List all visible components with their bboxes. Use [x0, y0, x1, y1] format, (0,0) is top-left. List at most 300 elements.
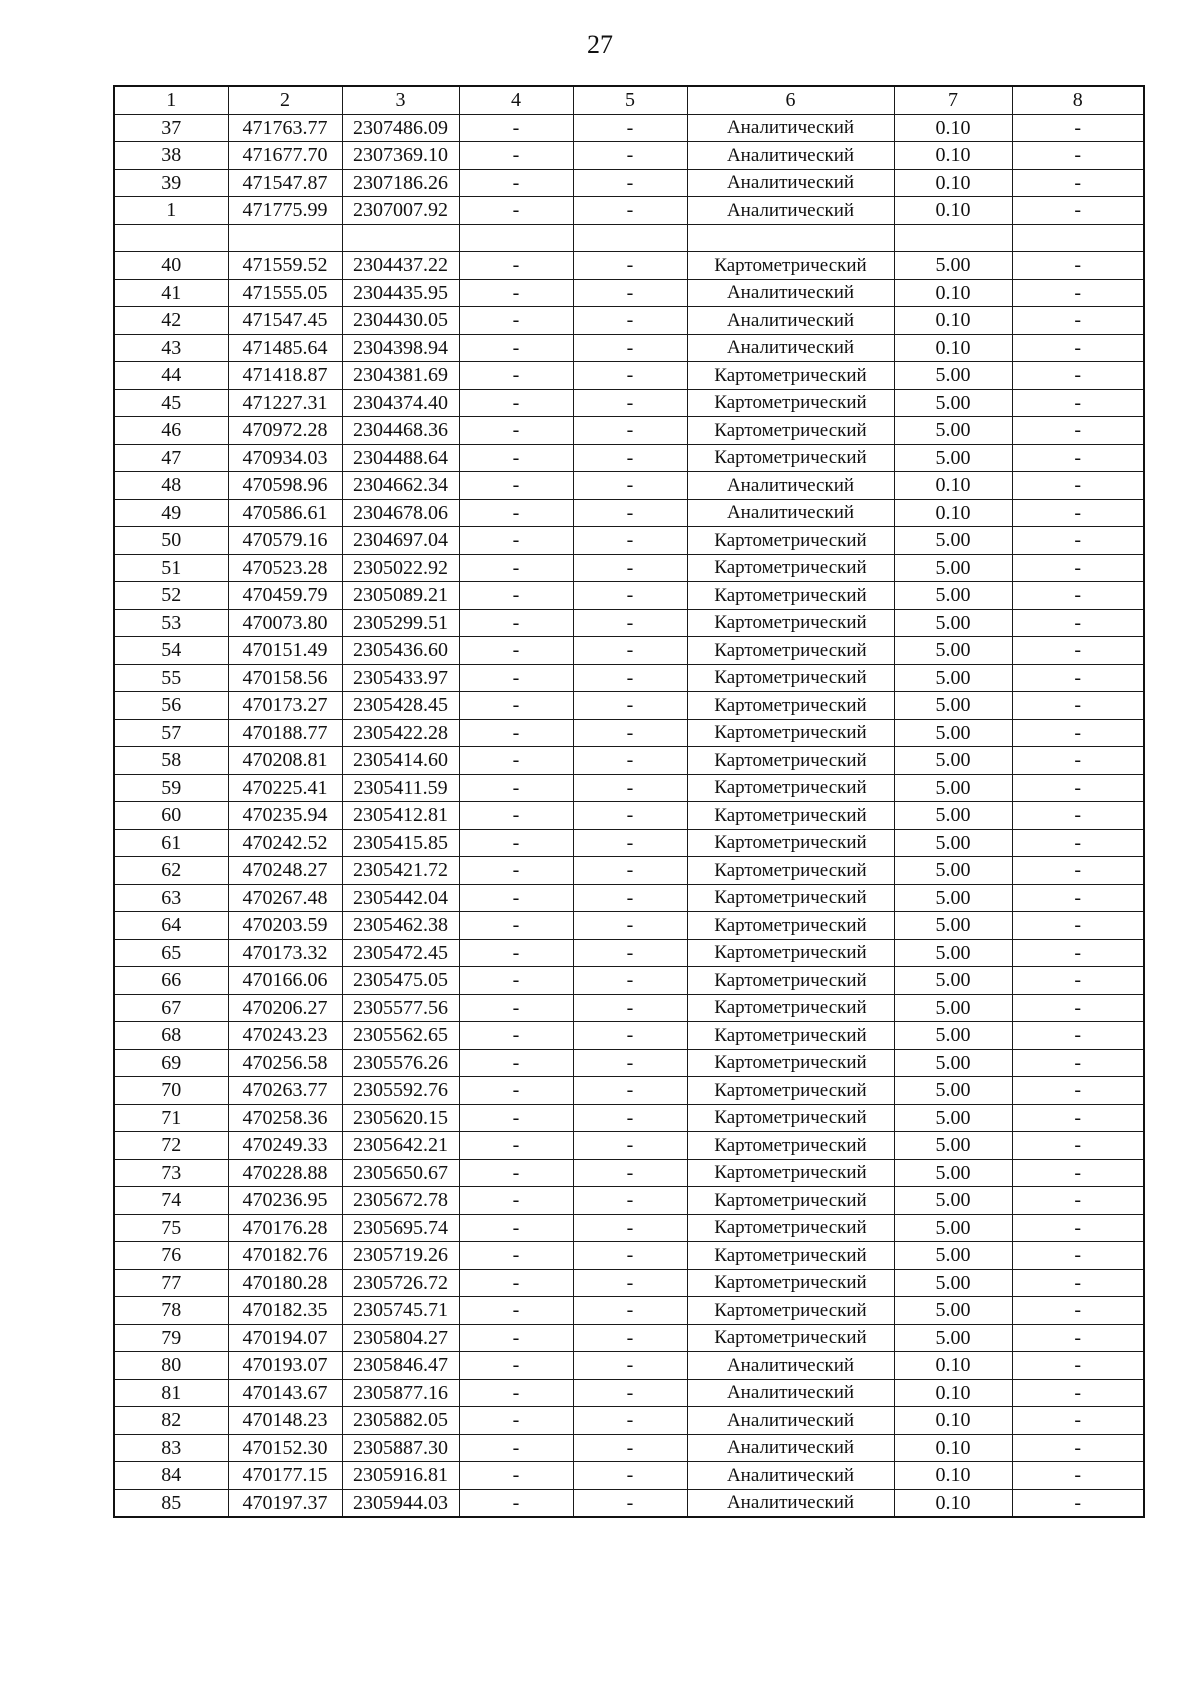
col4-cell: - — [459, 664, 573, 692]
accuracy-cell: 0.10 — [894, 1407, 1012, 1435]
point-number-cell: 46 — [114, 417, 228, 445]
col4-cell: - — [459, 279, 573, 307]
col5-cell: - — [573, 747, 687, 775]
y-coordinate-cell: 2305650.67 — [342, 1159, 459, 1187]
x-coordinate-cell: 470228.88 — [228, 1159, 342, 1187]
table-row — [114, 1159, 1144, 1187]
col5-cell: - — [573, 1324, 687, 1352]
table-row — [114, 554, 1144, 582]
col5-cell: - — [573, 912, 687, 940]
accuracy-cell: 0.10 — [894, 279, 1012, 307]
y-coordinate-cell: 2305745.71 — [342, 1297, 459, 1325]
method-cell: Картометрический — [687, 774, 894, 802]
table-row — [114, 1379, 1144, 1407]
col5-cell: - — [573, 884, 687, 912]
col5-cell: - — [573, 692, 687, 720]
x-coordinate-cell: 470586.61 — [228, 499, 342, 527]
col4-cell: - — [459, 554, 573, 582]
col5-cell: - — [573, 1159, 687, 1187]
x-coordinate-cell: 471555.05 — [228, 279, 342, 307]
method-cell: Аналитический — [687, 279, 894, 307]
accuracy-cell: 5.00 — [894, 1242, 1012, 1270]
point-number-cell: 59 — [114, 774, 228, 802]
col4-cell: - — [459, 884, 573, 912]
x-coordinate-cell: 470598.96 — [228, 472, 342, 500]
table-row — [114, 774, 1144, 802]
col5-cell: - — [573, 1022, 687, 1050]
x-coordinate-cell: 470177.15 — [228, 1462, 342, 1490]
col4-cell: - — [459, 582, 573, 610]
col4-cell: - — [459, 857, 573, 885]
point-number-cell: 43 — [114, 334, 228, 362]
col4-cell: - — [459, 114, 573, 142]
header-cell: 7 — [894, 86, 1012, 114]
col4-cell: - — [459, 1269, 573, 1297]
col8-cell: - — [1012, 527, 1144, 555]
method-cell: Картометрический — [687, 1049, 894, 1077]
accuracy-cell: 5.00 — [894, 1049, 1012, 1077]
col8-cell: - — [1012, 279, 1144, 307]
accuracy-cell: 5.00 — [894, 582, 1012, 610]
col4-cell: - — [459, 197, 573, 225]
col8-cell: - — [1012, 499, 1144, 527]
point-number-cell: 54 — [114, 637, 228, 665]
accuracy-cell: 0.10 — [894, 197, 1012, 225]
col5-cell: - — [573, 499, 687, 527]
x-coordinate-cell: 471485.64 — [228, 334, 342, 362]
table-row — [114, 939, 1144, 967]
header-cell: 1 — [114, 86, 228, 114]
point-number-cell: 55 — [114, 664, 228, 692]
x-coordinate-cell: 470235.94 — [228, 802, 342, 830]
method-cell: Картометрический — [687, 664, 894, 692]
table-row — [114, 142, 1144, 170]
method-cell: Аналитический — [687, 1462, 894, 1490]
accuracy-cell: 5.00 — [894, 362, 1012, 390]
table-row — [114, 1489, 1144, 1517]
y-coordinate-cell: 2305562.65 — [342, 1022, 459, 1050]
accuracy-cell: 5.00 — [894, 1297, 1012, 1325]
x-coordinate-cell: 470173.32 — [228, 939, 342, 967]
col5-cell: - — [573, 1407, 687, 1435]
y-coordinate-cell: 2304678.06 — [342, 499, 459, 527]
accuracy-cell: 0.10 — [894, 472, 1012, 500]
header-row — [114, 86, 1144, 114]
method-cell: Аналитический — [687, 114, 894, 142]
method-cell: Картометрический — [687, 252, 894, 280]
accuracy-cell: 5.00 — [894, 554, 1012, 582]
table-row — [114, 857, 1144, 885]
method-cell: Картометрический — [687, 994, 894, 1022]
method-cell: Картометрический — [687, 692, 894, 720]
point-number-cell: 66 — [114, 967, 228, 995]
x-coordinate-cell: 470249.33 — [228, 1132, 342, 1160]
method-cell: Аналитический — [687, 169, 894, 197]
col4-cell: - — [459, 692, 573, 720]
col8-cell: - — [1012, 802, 1144, 830]
col8-cell: - — [1012, 1132, 1144, 1160]
method-cell: Картометрический — [687, 1242, 894, 1270]
col4-cell: - — [459, 719, 573, 747]
point-number-cell: 80 — [114, 1352, 228, 1380]
point-number-cell: 82 — [114, 1407, 228, 1435]
col4-cell: - — [459, 169, 573, 197]
table-body — [114, 114, 1144, 1517]
y-coordinate-cell: 2305428.45 — [342, 692, 459, 720]
col8-cell: - — [1012, 1379, 1144, 1407]
accuracy-cell: 0.10 — [894, 1352, 1012, 1380]
y-coordinate-cell: 2305916.81 — [342, 1462, 459, 1490]
x-coordinate-cell: 470166.06 — [228, 967, 342, 995]
accuracy-cell: 0.10 — [894, 1489, 1012, 1517]
accuracy-cell: 0.10 — [894, 114, 1012, 142]
table-row — [114, 1187, 1144, 1215]
point-number-cell: 83 — [114, 1434, 228, 1462]
header-cell: 3 — [342, 86, 459, 114]
col4-cell: - — [459, 1214, 573, 1242]
col4-cell: - — [459, 1077, 573, 1105]
accuracy-cell: 5.00 — [894, 609, 1012, 637]
method-cell — [687, 224, 894, 252]
method-cell: Картометрический — [687, 1022, 894, 1050]
table-row — [114, 1324, 1144, 1352]
x-coordinate-cell: 470934.03 — [228, 444, 342, 472]
table-row — [114, 747, 1144, 775]
col4-cell: - — [459, 1187, 573, 1215]
y-coordinate-cell: 2304488.64 — [342, 444, 459, 472]
point-number-cell — [114, 224, 228, 252]
point-number-cell: 47 — [114, 444, 228, 472]
col4-cell: - — [459, 939, 573, 967]
point-number-cell: 61 — [114, 829, 228, 857]
table-row — [114, 994, 1144, 1022]
col5-cell: - — [573, 169, 687, 197]
method-cell: Аналитический — [687, 334, 894, 362]
x-coordinate-cell: 471418.87 — [228, 362, 342, 390]
col8-cell — [1012, 224, 1144, 252]
method-cell: Картометрический — [687, 857, 894, 885]
col8-cell: - — [1012, 1352, 1144, 1380]
col8-cell: - — [1012, 554, 1144, 582]
col5-cell: - — [573, 1297, 687, 1325]
point-number-cell: 72 — [114, 1132, 228, 1160]
accuracy-cell: 5.00 — [894, 1187, 1012, 1215]
col8-cell: - — [1012, 1434, 1144, 1462]
col5-cell: - — [573, 1214, 687, 1242]
point-number-cell: 76 — [114, 1242, 228, 1270]
col8-cell: - — [1012, 939, 1144, 967]
point-number-cell: 73 — [114, 1159, 228, 1187]
table-row — [114, 829, 1144, 857]
col4-cell: - — [459, 1379, 573, 1407]
col4-cell: - — [459, 527, 573, 555]
x-coordinate-cell: 470972.28 — [228, 417, 342, 445]
col5-cell: - — [573, 1242, 687, 1270]
accuracy-cell: 5.00 — [894, 527, 1012, 555]
y-coordinate-cell: 2304437.22 — [342, 252, 459, 280]
col5-cell: - — [573, 1077, 687, 1105]
x-coordinate-cell: 471227.31 — [228, 389, 342, 417]
table-row — [114, 252, 1144, 280]
method-cell: Аналитический — [687, 1379, 894, 1407]
point-number-cell: 42 — [114, 307, 228, 335]
col8-cell: - — [1012, 774, 1144, 802]
y-coordinate-cell: 2305442.04 — [342, 884, 459, 912]
col5-cell: - — [573, 1104, 687, 1132]
accuracy-cell: 5.00 — [894, 1214, 1012, 1242]
col8-cell: - — [1012, 884, 1144, 912]
y-coordinate-cell: 2305642.21 — [342, 1132, 459, 1160]
col8-cell: - — [1012, 719, 1144, 747]
table-row — [114, 114, 1144, 142]
point-number-cell: 60 — [114, 802, 228, 830]
col5-cell: - — [573, 389, 687, 417]
col5-cell: - — [573, 1462, 687, 1490]
y-coordinate-cell: 2305415.85 — [342, 829, 459, 857]
method-cell: Картометрический — [687, 1324, 894, 1352]
col8-cell: - — [1012, 912, 1144, 940]
y-coordinate-cell: 2307007.92 — [342, 197, 459, 225]
table-row — [114, 334, 1144, 362]
y-coordinate-cell: 2305475.05 — [342, 967, 459, 995]
x-coordinate-cell: 470256.58 — [228, 1049, 342, 1077]
point-number-cell: 58 — [114, 747, 228, 775]
table-row — [114, 444, 1144, 472]
col8-cell: - — [1012, 389, 1144, 417]
y-coordinate-cell: 2307486.09 — [342, 114, 459, 142]
accuracy-cell — [894, 224, 1012, 252]
col5-cell: - — [573, 279, 687, 307]
method-cell: Картометрический — [687, 609, 894, 637]
col5-cell: - — [573, 1352, 687, 1380]
method-cell: Картометрический — [687, 719, 894, 747]
col4-cell: - — [459, 774, 573, 802]
method-cell: Картометрический — [687, 362, 894, 390]
col5-cell: - — [573, 1132, 687, 1160]
table-row — [114, 1352, 1144, 1380]
point-number-cell: 45 — [114, 389, 228, 417]
point-number-cell: 81 — [114, 1379, 228, 1407]
y-coordinate-cell: 2305022.92 — [342, 554, 459, 582]
method-cell: Картометрический — [687, 939, 894, 967]
x-coordinate-cell: 470176.28 — [228, 1214, 342, 1242]
col4-cell: - — [459, 307, 573, 335]
accuracy-cell: 5.00 — [894, 1077, 1012, 1105]
point-number-cell: 77 — [114, 1269, 228, 1297]
table-row — [114, 1269, 1144, 1297]
x-coordinate-cell — [228, 224, 342, 252]
method-cell: Картометрический — [687, 444, 894, 472]
col4-cell: - — [459, 1104, 573, 1132]
y-coordinate-cell: 2305412.81 — [342, 802, 459, 830]
table-row — [114, 967, 1144, 995]
accuracy-cell: 5.00 — [894, 1104, 1012, 1132]
x-coordinate-cell: 470180.28 — [228, 1269, 342, 1297]
accuracy-cell: 5.00 — [894, 912, 1012, 940]
table-row — [114, 1022, 1144, 1050]
x-coordinate-cell: 470194.07 — [228, 1324, 342, 1352]
col8-cell: - — [1012, 1187, 1144, 1215]
point-number-cell: 70 — [114, 1077, 228, 1105]
accuracy-cell: 5.00 — [894, 637, 1012, 665]
table-row — [114, 884, 1144, 912]
col5-cell: - — [573, 142, 687, 170]
col8-cell: - — [1012, 1297, 1144, 1325]
col5-cell: - — [573, 252, 687, 280]
header-cell: 2 — [228, 86, 342, 114]
col4-cell: - — [459, 1022, 573, 1050]
col4-cell: - — [459, 417, 573, 445]
header-cell: 5 — [573, 86, 687, 114]
coordinates-table — [113, 85, 1145, 1518]
x-coordinate-cell: 470206.27 — [228, 994, 342, 1022]
accuracy-cell: 0.10 — [894, 1379, 1012, 1407]
method-cell: Картометрический — [687, 389, 894, 417]
method-cell: Аналитический — [687, 499, 894, 527]
col4-cell: - — [459, 1489, 573, 1517]
col4-cell: - — [459, 1462, 573, 1490]
accuracy-cell: 5.00 — [894, 252, 1012, 280]
accuracy-cell: 0.10 — [894, 1462, 1012, 1490]
col5-cell: - — [573, 362, 687, 390]
x-coordinate-cell: 471547.45 — [228, 307, 342, 335]
col5-cell: - — [573, 609, 687, 637]
col8-cell: - — [1012, 1407, 1144, 1435]
col8-cell: - — [1012, 334, 1144, 362]
point-number-cell: 41 — [114, 279, 228, 307]
x-coordinate-cell: 470203.59 — [228, 912, 342, 940]
y-coordinate-cell: 2305944.03 — [342, 1489, 459, 1517]
table-row — [114, 1132, 1144, 1160]
method-cell: Картометрический — [687, 747, 894, 775]
col8-cell: - — [1012, 197, 1144, 225]
point-number-cell: 62 — [114, 857, 228, 885]
col8-cell: - — [1012, 362, 1144, 390]
y-coordinate-cell: 2304435.95 — [342, 279, 459, 307]
col8-cell: - — [1012, 582, 1144, 610]
point-number-cell: 48 — [114, 472, 228, 500]
x-coordinate-cell: 470236.95 — [228, 1187, 342, 1215]
point-number-cell: 51 — [114, 554, 228, 582]
table-row — [114, 664, 1144, 692]
col4-cell: - — [459, 609, 573, 637]
point-number-cell: 64 — [114, 912, 228, 940]
y-coordinate-cell: 2305433.97 — [342, 664, 459, 692]
point-number-cell: 40 — [114, 252, 228, 280]
col8-cell: - — [1012, 169, 1144, 197]
point-number-cell: 49 — [114, 499, 228, 527]
method-cell: Картометрический — [687, 1214, 894, 1242]
x-coordinate-cell: 470267.48 — [228, 884, 342, 912]
col4-cell: - — [459, 1352, 573, 1380]
col4-cell: - — [459, 389, 573, 417]
accuracy-cell: 5.00 — [894, 747, 1012, 775]
col8-cell: - — [1012, 1462, 1144, 1490]
method-cell: Аналитический — [687, 142, 894, 170]
col8-cell: - — [1012, 829, 1144, 857]
col4-cell: - — [459, 334, 573, 362]
col4-cell: - — [459, 1407, 573, 1435]
col5-cell: - — [573, 1187, 687, 1215]
y-coordinate-cell: 2305846.47 — [342, 1352, 459, 1380]
col4-cell: - — [459, 444, 573, 472]
col4-cell: - — [459, 1132, 573, 1160]
table-row — [114, 362, 1144, 390]
accuracy-cell: 5.00 — [894, 967, 1012, 995]
method-cell: Картометрический — [687, 1104, 894, 1132]
method-cell: Картометрический — [687, 802, 894, 830]
table-row — [114, 609, 1144, 637]
table-row — [114, 279, 1144, 307]
point-number-cell: 56 — [114, 692, 228, 720]
point-number-cell: 79 — [114, 1324, 228, 1352]
table-row — [114, 472, 1144, 500]
col4-cell: - — [459, 912, 573, 940]
col8-cell: - — [1012, 142, 1144, 170]
col5-cell: - — [573, 307, 687, 335]
x-coordinate-cell: 470243.23 — [228, 1022, 342, 1050]
accuracy-cell: 5.00 — [894, 444, 1012, 472]
col5-cell: - — [573, 994, 687, 1022]
col4-cell: - — [459, 802, 573, 830]
col8-cell: - — [1012, 609, 1144, 637]
col5-cell: - — [573, 637, 687, 665]
y-coordinate-cell: 2307186.26 — [342, 169, 459, 197]
col5-cell: - — [573, 829, 687, 857]
header-cell: 4 — [459, 86, 573, 114]
accuracy-cell: 5.00 — [894, 802, 1012, 830]
accuracy-cell: 0.10 — [894, 142, 1012, 170]
accuracy-cell: 5.00 — [894, 857, 1012, 885]
page-number: 27 — [587, 30, 613, 59]
y-coordinate-cell: 2305414.60 — [342, 747, 459, 775]
y-coordinate-cell — [342, 224, 459, 252]
y-coordinate-cell: 2305695.74 — [342, 1214, 459, 1242]
table-row — [114, 527, 1144, 555]
method-cell: Картометрический — [687, 1077, 894, 1105]
point-number-cell: 74 — [114, 1187, 228, 1215]
col8-cell: - — [1012, 637, 1144, 665]
col8-cell: - — [1012, 1324, 1144, 1352]
col4-cell: - — [459, 1159, 573, 1187]
accuracy-cell: 5.00 — [894, 1269, 1012, 1297]
x-coordinate-cell: 470188.77 — [228, 719, 342, 747]
table-row — [114, 582, 1144, 610]
table-row — [114, 719, 1144, 747]
col5-cell: - — [573, 334, 687, 362]
x-coordinate-cell: 471763.77 — [228, 114, 342, 142]
y-coordinate-cell: 2305422.28 — [342, 719, 459, 747]
y-coordinate-cell: 2305882.05 — [342, 1407, 459, 1435]
col4-cell: - — [459, 747, 573, 775]
method-cell: Аналитический — [687, 197, 894, 225]
col4-cell: - — [459, 1297, 573, 1325]
point-number-cell: 65 — [114, 939, 228, 967]
accuracy-cell: 5.00 — [894, 1159, 1012, 1187]
accuracy-cell: 0.10 — [894, 499, 1012, 527]
method-cell: Картометрический — [687, 1187, 894, 1215]
table-row — [114, 692, 1144, 720]
col8-cell: - — [1012, 1049, 1144, 1077]
x-coordinate-cell: 471547.87 — [228, 169, 342, 197]
table-row — [114, 1297, 1144, 1325]
accuracy-cell: 5.00 — [894, 1022, 1012, 1050]
col5-cell: - — [573, 939, 687, 967]
y-coordinate-cell: 2304398.94 — [342, 334, 459, 362]
x-coordinate-cell: 470173.27 — [228, 692, 342, 720]
accuracy-cell: 5.00 — [894, 719, 1012, 747]
col8-cell: - — [1012, 967, 1144, 995]
